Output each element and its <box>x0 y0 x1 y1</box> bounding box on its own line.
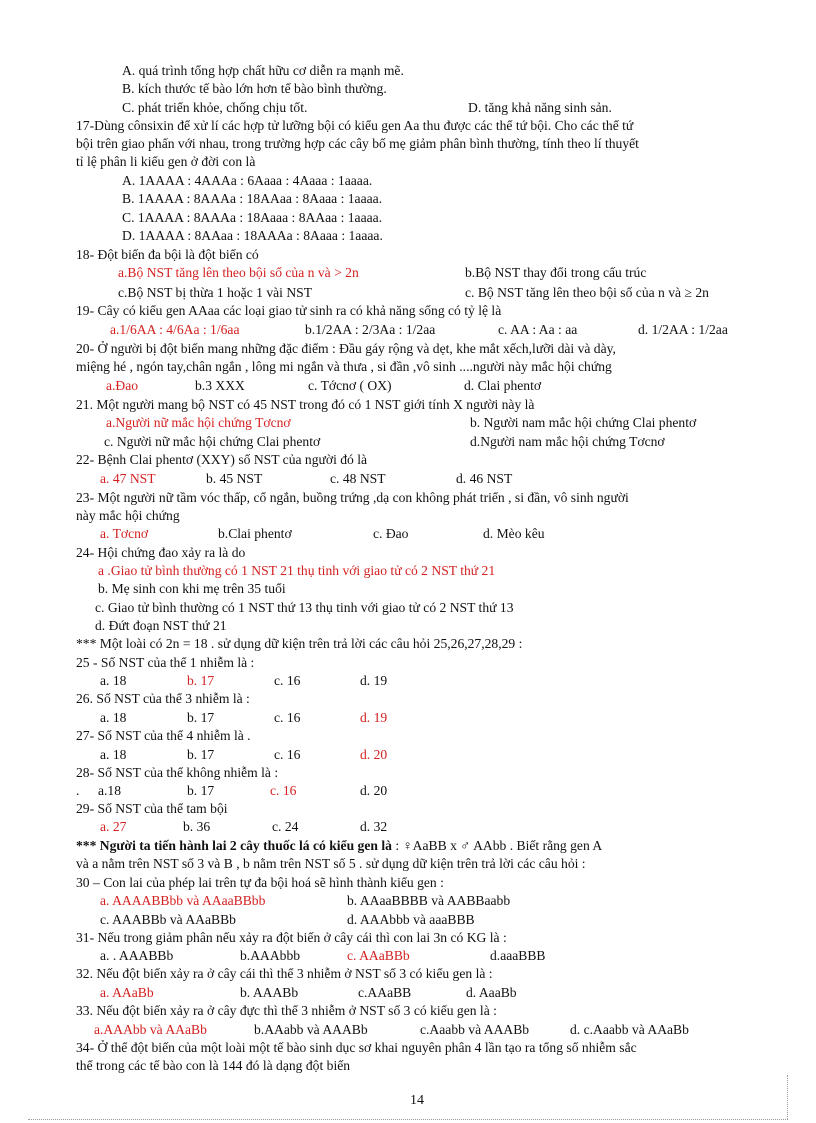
q26-option-b: b. 17 <box>187 710 215 725</box>
q20-option-b: b.3 XXX <box>195 378 245 393</box>
q27-option-c: c. 16 <box>274 747 301 762</box>
q28-option-b: b. 17 <box>187 783 215 798</box>
question-21-stem: 21. Một người mang bộ NST có 45 NST trong đó có 1 NST giới tính X người này là <box>76 397 535 412</box>
question-24-stem: 24- Hội chứng đao xảy ra là do <box>76 545 246 560</box>
question-26-stem: 26. Số NST của thể 3 nhiễm là : <box>76 691 250 706</box>
intro-30-line-1 <box>76 837 602 854</box>
q30-option-d: d. AAAbbb và aaaBBB <box>347 912 475 927</box>
q19-option-d: d. 1/2AA : 1/2aa <box>638 322 728 337</box>
q32-option-a-answer: a. AAaBb <box>100 985 154 1000</box>
q28-option-c-answer: c. 16 <box>270 783 297 798</box>
question-25-stem: 25 - Số NST của thể 1 nhiễm là : <box>76 655 255 670</box>
q20-option-c: c. Tớcnơ ( OX) <box>308 378 392 393</box>
question-22-stem: 22- Bệnh Clai phentơ (XXY) số NST của người đó là <box>76 452 368 467</box>
q25-option-c: c. 16 <box>274 673 301 688</box>
question-31-stem: 31- Nếu trong giảm phân nếu xảy ra đột biến ở cây cái thì con lai 3n có KG là : <box>76 930 507 945</box>
q31-option-d: d.aaaBBB <box>490 948 546 963</box>
question-30-stem: 30 – Con lai của phép lai trên tự đa bội hoá sẽ hình thành kiểu gen : <box>76 875 444 890</box>
q26-option-c: c. 16 <box>274 710 301 725</box>
q23-option-a-answer: a. Tơcnơ <box>100 526 149 541</box>
q30-option-c: c. AAABBb và AAaBBb <box>100 912 236 927</box>
q20-option-d: d. Clai phentơ <box>464 378 542 393</box>
q18-option-d: c. Bộ NST tăng lên theo bội số của n và ≥ 2n <box>465 285 709 300</box>
question-17-stem: 17-Dùng cônsixin để xử lí các hợp tử lưỡng bội có kiểu gen Aa thu được các thể tứ bội. Cho các thể tứ <box>76 118 634 133</box>
q18-option-a-answer: a.Bộ NST tăng lên theo bội số của n và > 2n <box>118 265 359 280</box>
q24-option-b: b. Mẹ sinh con khi mẹ trên 35 tuổi <box>98 581 286 596</box>
option-c: C. phát triển khỏe, chống chịu tốt. <box>122 100 308 115</box>
q22-option-a-answer: a. 47 NST <box>100 471 156 486</box>
q23-option-b: b.Clai phentơ <box>218 526 292 541</box>
q17-option-a: A. 1AAAA : 4AAAa : 6Aaaa : 4Aaaa : 1aaaa. <box>122 173 373 188</box>
q22-option-d: d. 46 NST <box>456 471 513 486</box>
question-23-stem: 23- Một người nữ tầm vóc thấp, cổ ngắn, buồng trứng ,dạ con không phát triển , si đần, vô sinh người <box>76 490 629 505</box>
q32-option-d: d. AaaBb <box>466 985 517 1000</box>
question-32-stem: 32. Nếu đột biến xảy ra ở cây cái thì thể 3 nhiễm ở NST số 3 có kiểu gen là : <box>76 966 493 981</box>
q31-option-c-answer: c. AAaBBb <box>347 948 410 963</box>
intro-30-bold: *** Người ta tiến hành lai 2 cây thuốc lá có kiểu gen là <box>76 838 392 853</box>
question-34-stem: 34- Ở thể đột biến của một loài một tế bào sinh dục sơ khai nguyên phân 4 lần tạo ra tổng số nhiễm sắc <box>76 1040 637 1055</box>
intro-30-cross: : ♀AaBB x ♂ AAbb . Biết rằng gen A <box>395 838 603 853</box>
question-20-stem: 20- Ở người bị đột biến mang những đặc điểm : Đầu gáy rộng và dẹt, khe mắt xếch,lưỡi dài và dày, <box>76 341 616 356</box>
q22-option-b: b. 45 NST <box>206 471 263 486</box>
question-19-stem: 19- Cây có kiểu gen AAaa các loại giao tử sinh ra có khả năng sống có tỷ lệ là <box>76 303 502 318</box>
option-a: A. quá trình tổng hợp chất hữu cơ diễn ra mạnh mẽ. <box>122 63 404 78</box>
question-28-stem: 28- Số NST của thể không nhiễm là : <box>76 765 279 780</box>
q23-option-d: d. Mèo kêu <box>483 526 545 541</box>
q17-option-c: C. 1AAAA : 8AAAa : 18Aaaa : 8AAaa : 1aaaa. <box>122 210 383 225</box>
q21-option-d: d.Người nam mắc hội chứng Tơcnơ <box>470 434 665 449</box>
question-29-stem: 29- Số NST của thể tam bội <box>76 801 228 816</box>
q28-option-a: a.18 <box>98 783 122 798</box>
q33-option-d: d. c.Aaabb và AAaBb <box>570 1022 689 1037</box>
page-border-right <box>787 1075 788 1119</box>
q25-option-d: d. 19 <box>360 673 388 688</box>
question-20-stem-2: miệng hé , ngón tay,chân ngắn , lông mi ngắn và thưa , si đần ,vô sinh ....người này mắc hội chứng <box>76 359 612 374</box>
q17-option-b: B. 1AAAA : 8AAAa : 18AAaa : 8Aaaa : 1aaaa. <box>122 191 383 206</box>
q19-option-c: c. AA : Aa : aa <box>498 322 578 337</box>
q28-leading-dot: . <box>76 783 80 798</box>
q23-option-c: c. Đao <box>373 526 409 541</box>
q25-option-b-answer: b. 17 <box>187 673 215 688</box>
q30-option-a-answer: a. AAAABBbb và AAaaBBbb <box>100 893 266 908</box>
q31-option-a: a. . AAABBb <box>100 948 174 963</box>
page-border-bottom <box>28 1119 788 1120</box>
q17-option-d: D. 1AAAA : 8AAaa : 18AAAa : 8Aaaa : 1aaaa. <box>122 228 383 243</box>
q19-option-a-answer: a.1/6AA : 4/6Aa : 1/6aa <box>110 322 240 337</box>
q24-option-d: d. Đứt đoạn NST thứ 21 <box>95 618 227 633</box>
q26-option-d-answer: d. 19 <box>360 710 388 725</box>
question-33-stem: 33. Nếu đột biến xảy ra ở cây đực thì thể 3 nhiễm ở NST số 3 có kiểu gen là : <box>76 1003 497 1018</box>
q22-option-c: c. 48 NST <box>330 471 386 486</box>
q28-option-d: d. 20 <box>360 783 388 798</box>
q24-option-a-answer: a .Giao tử bình thường có 1 NST 21 thụ tinh với giao tử có 2 NST thứ 21 <box>98 563 496 578</box>
question-27-stem: 27- Số NST của thể 4 nhiễm là . <box>76 728 251 743</box>
q29-option-b: b. 36 <box>183 819 211 834</box>
q18-option-b: b.Bộ NST thay đổi trong cấu trúc <box>465 265 647 280</box>
q21-option-b: b. Người nam mắc hội chứng Clai phentơ <box>470 415 697 430</box>
question-17-stem-2: bội trên giao phấn với nhau, trong trường hợp các cây bố mẹ giảm phân bình thường, tính theo lí thuyết <box>76 136 639 151</box>
option-b: B. kích thước tế bào lớn hơn tế bào bình thường. <box>122 81 387 96</box>
question-17-stem-3: tỉ lệ phân li kiểu gen ở đời con là <box>76 154 256 169</box>
q27-option-b: b. 17 <box>187 747 215 762</box>
q21-option-c: c. Người nữ mắc hội chứng Clai phentơ <box>104 434 321 449</box>
page-number: 14 <box>410 1093 424 1108</box>
q33-option-c: c.Aaabb và AAABb <box>420 1022 530 1037</box>
intro-25-29: *** Một loài có 2n = 18 . sử dụng dữ kiện trên trả lời các câu hỏi 25,26,27,28,29 : <box>76 636 523 651</box>
q29-option-c: c. 24 <box>272 819 299 834</box>
question-18-stem: 18- Đột biến đa bội là đột biến có <box>76 247 259 262</box>
question-23-stem-2: này mắc hội chứng <box>76 508 180 523</box>
q32-option-c: c.AAaBB <box>358 985 412 1000</box>
q19-option-b: b.1/2AA : 2/3Aa : 1/2aa <box>305 322 436 337</box>
q31-option-b: b.AAAbbb <box>240 948 301 963</box>
q25-option-a: a. 18 <box>100 673 127 688</box>
q33-option-b: b.AAabb và AAABb <box>254 1022 368 1037</box>
q21-option-a-answer: a.Người nữ mắc hội chứng Tơcnơ <box>106 415 291 430</box>
q29-option-d: d. 32 <box>360 819 388 834</box>
intro-30-line-2: và a nằm trên NST số 3 và B , b nằm trên NST số 5 . sử dụng dữ kiện trên trả lời các câu hỏi : <box>76 856 586 871</box>
q27-option-d-answer: d. 20 <box>360 747 388 762</box>
q20-option-a-answer: a.Đao <box>106 378 139 393</box>
q18-option-c: c.Bộ NST bị thừa 1 hoặc 1 vài NST <box>118 285 313 300</box>
q30-option-b: b. AAaaBBBB và AABBaabb <box>347 893 511 908</box>
q27-option-a: a. 18 <box>100 747 127 762</box>
option-d: D. tăng khả năng sinh sản. <box>468 100 612 115</box>
q32-option-b: b. AAABb <box>240 985 299 1000</box>
q24-option-c: c. Giao tử bình thường có 1 NST thứ 13 thụ tinh với giao tử có 2 NST thứ 13 <box>95 600 514 615</box>
q29-option-a-answer: a. 27 <box>100 819 127 834</box>
q26-option-a: a. 18 <box>100 710 127 725</box>
q33-option-a-answer: a.AAAbb và AAaBb <box>94 1022 207 1037</box>
question-34-stem-2: thể trong các tế bào con là 144 đó là dạng đột biến <box>76 1058 351 1073</box>
